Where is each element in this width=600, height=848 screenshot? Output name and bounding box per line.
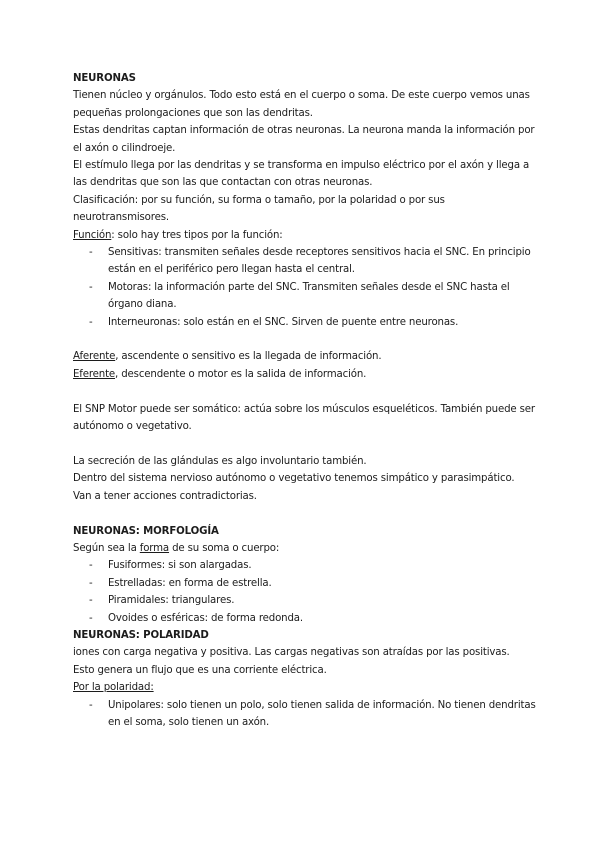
funcion-rest: : solo hay tres tipos por la función: bbox=[111, 229, 283, 241]
list-item: - Estrelladas: en forma de estrella. bbox=[73, 575, 543, 592]
eferente-rest: , descendente o motor es la salida de información. bbox=[115, 368, 367, 380]
heading-polaridad: NEURONAS: POLARIDAD bbox=[73, 629, 209, 641]
eferente-label: Eferente bbox=[73, 368, 116, 380]
heading-neuronas: NEURONAS bbox=[73, 73, 136, 84]
funcion-label: Función bbox=[73, 229, 112, 241]
polaridad-label: Por la polaridad: bbox=[73, 682, 154, 694]
intro-pre: Según sea la bbox=[73, 542, 140, 554]
intro-post: de su soma o cuerpo: bbox=[169, 542, 280, 554]
forma-label: forma bbox=[139, 542, 170, 554]
heading-morfologia: NEURONAS: MORFOLOGÍA bbox=[73, 525, 219, 537]
eferente-line bbox=[73, 366, 543, 383]
aferente-label: Aferente bbox=[73, 351, 116, 363]
list-item: - Motoras: la información parte del SNC. Transmiten señales desde el SNC hasta el órgano diana. bbox=[73, 279, 543, 314]
paragraph-estimulo: El estímulo llega por las dendritas y se transforma en impulso eléctrico por el axón y llega a las dendritas que son las que contactan con otras neuronas. bbox=[73, 160, 530, 189]
polaridad-list bbox=[73, 697, 543, 732]
spacer bbox=[73, 505, 543, 522]
paragraph-snp: El SNP Motor puede ser somático: actúa sobre los músculos esqueléticos. También puede ser autónomo o vegetativo. bbox=[73, 403, 535, 433]
aferente-line bbox=[73, 348, 543, 365]
paragraph-clasificacion: Clasificación: por su función, su forma o tamaño, por la polaridad o por sus neurotransmisores. bbox=[73, 194, 445, 224]
list-item: - Fusiformes: si son alargadas. bbox=[73, 557, 543, 574]
paragraph-nucleo: Tienen núcleo y orgánulos. Todo esto está en el cuerpo o soma. De este cuerpo vemos unas pequeñas prolongaciones que son las dendritas. bbox=[73, 90, 530, 119]
document-page bbox=[73, 70, 543, 731]
paragraph-flujo: Esto genera un flujo que es una corriente eléctrica. bbox=[73, 664, 327, 676]
paragraph-van: Van a tener acciones contradictorias. bbox=[73, 490, 257, 502]
list-item: - Sensitivas: transmiten señales desde receptores sensitivos hacia el SNC. En principio están en el periférico pero llegan hasta el central. bbox=[73, 244, 543, 279]
funcion-line bbox=[73, 227, 543, 244]
list-item: - Ovoides o esféricas: de forma redonda. bbox=[73, 610, 543, 627]
paragraph-secrecion: La secreción de las glándulas es algo involuntario también. bbox=[73, 455, 367, 467]
morfologia-intro bbox=[73, 540, 543, 557]
funcion-list bbox=[73, 244, 543, 331]
aferente-rest: , ascendente o sensitivo es la llegada de información. bbox=[115, 351, 382, 363]
spacer bbox=[73, 331, 543, 348]
paragraph-dendritas: Estas dendritas captan información de otras neuronas. La neurona manda la información por el axón o cilindroeje. bbox=[73, 125, 535, 154]
paragraph-iones: iones con carga negativa y positiva. Las cargas negativas son atraídas por las positivas. bbox=[73, 647, 510, 659]
spacer bbox=[73, 436, 543, 453]
list-item: - Interneuronas: solo están en el SNC. Sirven de puente entre neuronas. bbox=[73, 314, 543, 331]
spacer bbox=[73, 383, 543, 400]
list-item: - Unipolares: solo tienen un polo, solo tienen salida de información. No tienen dendritas en el soma, solo tienen un axón. bbox=[73, 697, 543, 732]
list-item: - Piramidales: triangulares. bbox=[73, 592, 543, 609]
morfologia-list bbox=[73, 557, 543, 627]
paragraph-dentro: Dentro del sistema nervioso autónomo o vegetativo tenemos simpático y parasimpático. bbox=[73, 473, 515, 485]
